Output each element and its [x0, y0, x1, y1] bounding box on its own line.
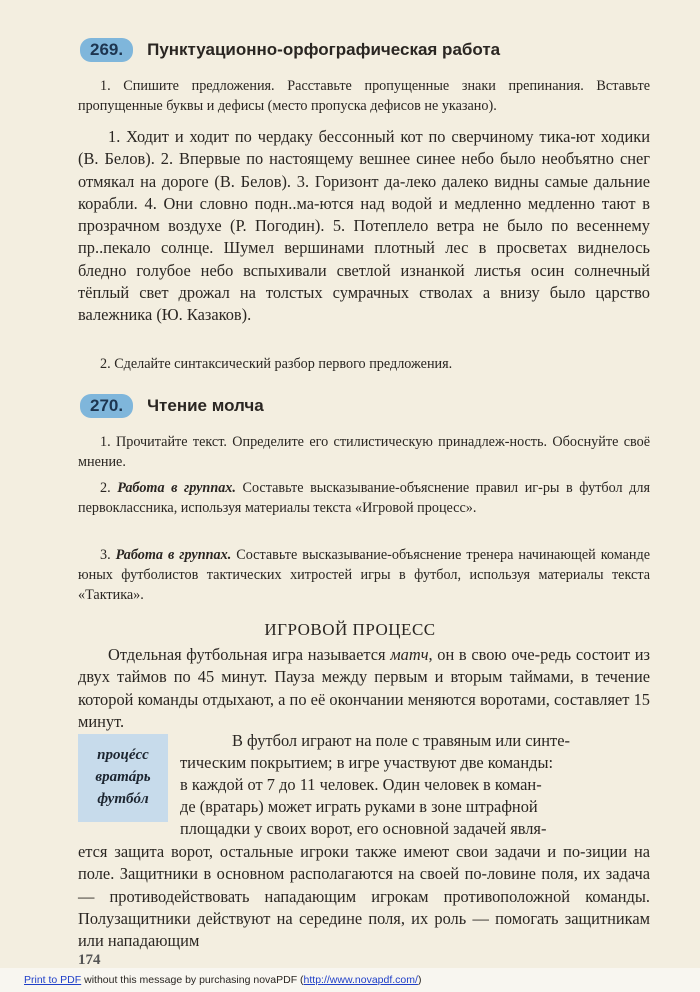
side-line: де (вратарь) может играть руками в зоне штрафной — [180, 797, 538, 816]
side-line: В футбол играют на поле с травяным или синте- — [232, 731, 570, 750]
exercise-number-badge: 270. — [80, 394, 133, 418]
vocab-word: процéсс — [97, 747, 149, 763]
exercise-title: Пунктуационно-орфографическая работа — [147, 40, 501, 59]
exercise-270-header — [80, 394, 264, 418]
vocabulary-box — [78, 734, 168, 822]
task-text: Составьте высказывание-объяснение тренера начинающей команде юных футболистов тактических хитростей игры в футбол, используя материалы текста «Тактика». — [78, 547, 651, 603]
footer-text: without this message by purchasing novaPDF ( — [81, 974, 304, 986]
emphasized-term: матч — [390, 645, 429, 664]
paragraph-text: , он в свою оче-редь состоит из двух таймов по 45 минут. Пауза между первым и вторым таймами, в течение которой команды отдыхают, а по её окончании меняются воротами, составляет 15 минут. — [78, 645, 650, 731]
exercise-270-task-2 — [78, 478, 650, 518]
task-number: 2. — [100, 480, 111, 496]
reading-paragraph-2: ется защита ворот, остальные игроки также имеют свои задачи и по-зиции на поле. Защитники в основном располагаются на своей по-ловине поля, их задача — противодействовать нападающим игрокам противоположной команды. Полузащитники действуют на середине поля, их роль — помогать защитникам или нападающим — [78, 842, 650, 951]
task-number: 3. — [100, 547, 111, 563]
reading-paragraph-1 — [78, 644, 650, 733]
exercise-269-header — [80, 38, 500, 62]
novapdf-url-link[interactable]: http://www.novapdf.com/ — [303, 974, 418, 986]
page-number: 174 — [78, 952, 101, 968]
footer-text: ) — [417, 974, 422, 986]
paragraph-text: Отдельная футбольная игра называется — [108, 645, 386, 664]
exercise-270-task-1: 1. Прочитайте текст. Определите его стилистическую принадлеж-ность. Обоснуйте своё мнение. — [78, 434, 650, 470]
exercise-269-text — [78, 126, 650, 327]
task-emphasis: Работа в группах. — [117, 480, 236, 496]
task-emphasis: Работа в группах. — [115, 547, 232, 563]
pdf-watermark-footer — [0, 968, 700, 992]
vocab-word: вратáрь — [95, 769, 151, 785]
side-line: в каждой от 7 до 11 человек. Один человек в коман- — [180, 775, 542, 794]
exercise-title: Чтение молча — [147, 396, 264, 415]
side-line: тическим покрытием; в игре участвуют две команды: — [180, 753, 554, 772]
exercise-269-task-2: 2. Сделайте синтаксический разбор первого предложения. — [100, 356, 453, 372]
exercise-number-badge: 269. — [80, 38, 133, 62]
print-to-pdf-link[interactable]: Print to PDF — [24, 974, 82, 986]
task-text: Составьте высказывание-объяснение правил иг-ры в футбол для первоклассника, используя материалы текста «Игровой процесс». — [78, 480, 650, 516]
exercise-269-task-1: 1. Спишите предложения. Расставьте пропущенные знаки препинания. Вставьте пропущенные буквы и дефисы (место пропуска дефисов не указано). — [78, 78, 650, 114]
reading-title: ИГРОВОЙ ПРОЦЕСС — [264, 620, 436, 639]
vocab-word: футбóл — [97, 791, 149, 807]
side-line: площадки у своих ворот, его основной задачей явля- — [180, 819, 547, 838]
exercise-269-sentences: 1. Ходит и ходит по чердаку бессонный кот по сверчиному тика-ют ходики (В. Белов). 2. Впервые по настоящему вешнее синее небо было необъятно снег отмякал на дороге (В. Белов). 3. Горизонт да-леко далеко видны самые дальние корабли. 4. Они словно подн..ма-ются над водой и медленно медленно тают в прозрачном воздухе (Р. Погодин). 5. Потеплело ветра не было по весеннему пр..пекало солнце. Шумел вершинами плотный лес в просветах виднелось бледно голубое небо вспыхивали светлой изнанкой листья осин солнечный тёплый свет дрожал на толстых сумрачных стволах а внизу было царство валежника (Ю. Казаков). — [78, 127, 650, 325]
exercise-270-task-3 — [78, 545, 650, 605]
